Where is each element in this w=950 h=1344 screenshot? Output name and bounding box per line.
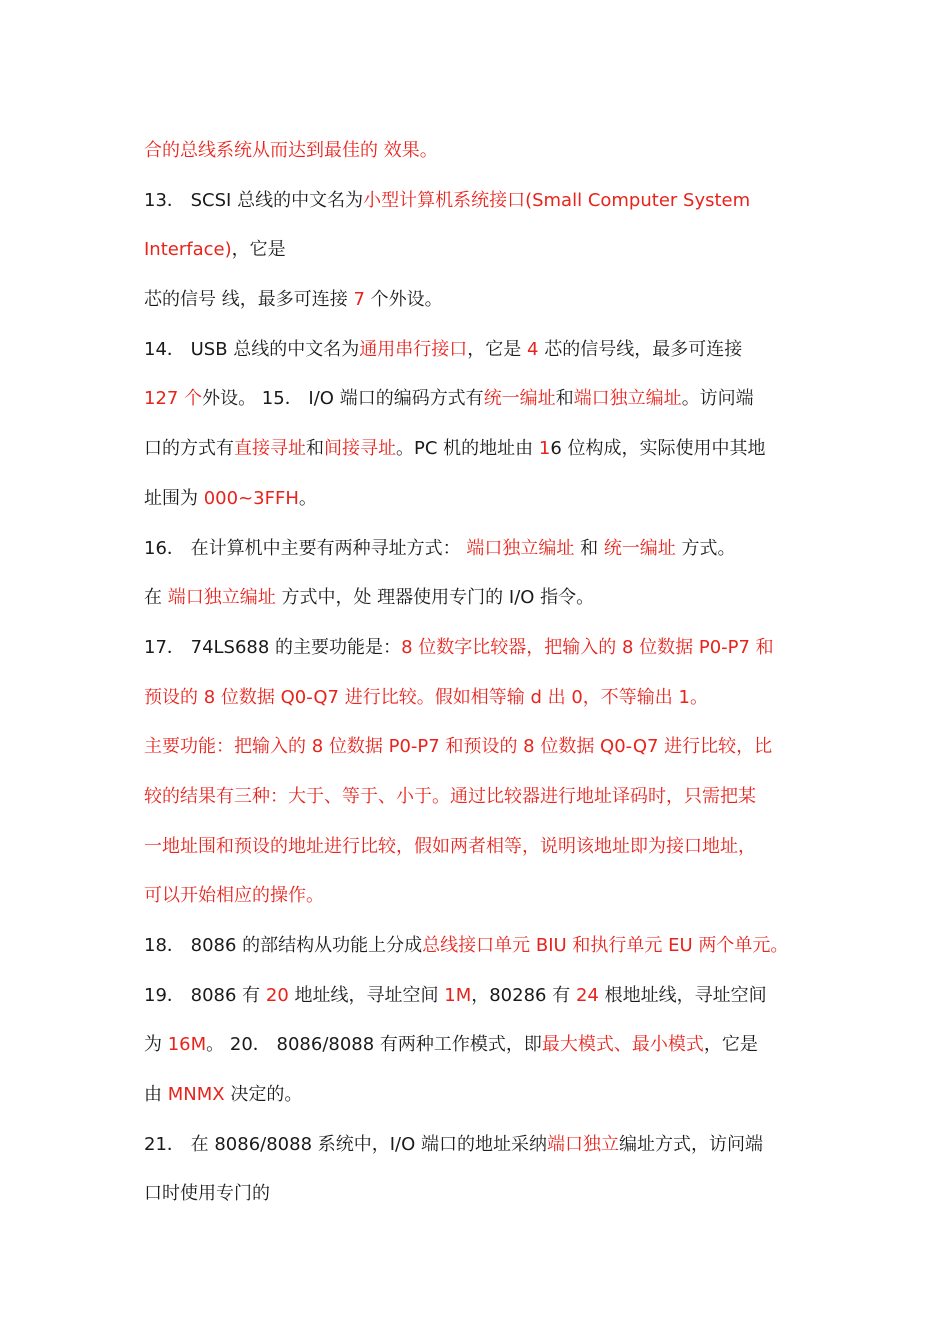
answer-text: 4 xyxy=(527,338,539,360)
question-text: 6 位构成，实际使用中其地 xyxy=(550,438,766,460)
answer-text: 127 个 xyxy=(144,388,203,410)
text-line xyxy=(144,474,810,524)
text-line xyxy=(144,524,810,574)
question-text: 19． 8086 有 xyxy=(144,984,266,1006)
question-text: 。 20． 8086/8088 有两种工作模式，即 xyxy=(206,1034,542,1056)
text-line xyxy=(144,673,810,723)
question-text: 方式。 xyxy=(675,537,736,559)
question-text: 14． USB 总线的中文名为 xyxy=(144,338,360,360)
answer-text: 统一编址 xyxy=(483,388,556,410)
question-text: 决定的。 xyxy=(224,1084,303,1106)
answer-text: 小型计算机系统接口(Small Computer System xyxy=(363,189,751,211)
question-text: 和 xyxy=(306,438,324,460)
text-line xyxy=(144,871,810,921)
text-line xyxy=(144,225,810,275)
question-text: ，它是 xyxy=(703,1034,758,1056)
answer-text: 端口独立 xyxy=(547,1133,620,1155)
question-text: 18． 8086 的部结构从功能上分成 xyxy=(144,935,423,956)
answer-text: 8 位数字比较器，把输入的 8 位数据 P0-P7 和 xyxy=(401,636,774,658)
question-text: 地址线，寻址空间 xyxy=(288,984,445,1006)
question-text: 。访问端 xyxy=(681,388,754,410)
answer-text: 总线接口单元 BIU 和执行单元 EU 两个单元。 xyxy=(422,935,789,956)
text-line xyxy=(144,921,810,971)
answer-text: 20 xyxy=(265,984,289,1006)
answer-text: 端口独立编址 xyxy=(573,388,682,410)
text-line xyxy=(144,722,810,772)
answer-text: 合的总线系统从而达到最佳的 效果。 xyxy=(144,140,438,161)
answer-text: 24 xyxy=(575,984,599,1006)
text-line xyxy=(144,822,810,872)
text-line xyxy=(144,573,810,623)
question-text: 16． 在计算机中主要有两种寻址方式： xyxy=(144,537,467,559)
answer-text: 16M xyxy=(167,1034,207,1056)
answer-text: 主要功能：把输入的 8 位数据 P0-P7 和预设的 8 位数据 Q0-Q7 进行比较，比 xyxy=(144,736,773,758)
answer-text: 间接寻址 xyxy=(324,438,396,460)
text-line xyxy=(144,1120,810,1170)
question-text: 为 xyxy=(144,1034,168,1056)
question-text: 口的方式有 xyxy=(144,438,234,460)
question-text: ，它是 xyxy=(467,338,528,360)
question-text: 外设。 15． I/O 端口的编码方式有 xyxy=(202,388,484,410)
question-text: 个外设。 xyxy=(364,289,443,311)
answer-text: 通用串行接口 xyxy=(359,338,468,360)
answer-text: 一地址围和预设的地址进行比较，假如两者相等，说明该地址即为接口地址， xyxy=(144,835,756,857)
question-text: 口时使用专门的 xyxy=(144,1183,270,1205)
question-text: 根地址线，寻址空间 xyxy=(598,984,767,1006)
text-line xyxy=(144,971,810,1021)
question-text: 编址方式，访问端 xyxy=(619,1133,764,1155)
answer-text: MNMX xyxy=(167,1084,225,1106)
text-line xyxy=(144,374,810,424)
answer-text: 直接寻址 xyxy=(234,438,306,460)
question-text: 13． SCSI 总线的中文名为 xyxy=(144,189,364,211)
question-text: 由 xyxy=(144,1084,168,1106)
question-text: 芯的信号 线，最多可连接 xyxy=(144,289,354,311)
answer-text: 较的结果有三种：大于、等于、小于。通过比较器进行地址译码时，只需把某 xyxy=(144,785,756,807)
text-line xyxy=(144,1070,810,1120)
answer-text: Interface) xyxy=(144,239,232,261)
text-line xyxy=(144,772,810,822)
answer-text: 可以开始相应的操作。 xyxy=(144,885,324,907)
text-line xyxy=(144,325,810,375)
answer-text: 1 xyxy=(538,438,551,460)
text-line xyxy=(144,176,810,226)
question-text: 。PC 机的地址由 xyxy=(396,438,539,460)
question-text: 芯的信号线，最多可连接 xyxy=(538,338,743,360)
question-text: 和 xyxy=(555,388,574,410)
answer-text: 最大模式、最小模式 xyxy=(541,1034,704,1056)
answer-text: 端口独立编址 xyxy=(466,537,575,559)
question-text: 在 xyxy=(144,587,168,609)
question-text: 方式中，处 理器使用专门的 I/O 指令。 xyxy=(275,587,595,609)
text-line xyxy=(144,126,810,176)
document-body xyxy=(144,126,810,1219)
answer-text: 统一编址 xyxy=(603,537,676,559)
text-line xyxy=(144,275,810,325)
text-line xyxy=(144,1020,810,1070)
answer-text: 端口独立编址 xyxy=(167,587,276,609)
text-line xyxy=(144,424,810,474)
question-text: 21． 在 8086/8088 系统中，I/O 端口的地址采纳 xyxy=(144,1133,548,1155)
question-text: 。 xyxy=(298,487,317,509)
question-text: ，它是 xyxy=(231,239,286,261)
answer-text: 7 xyxy=(353,289,365,311)
question-text: 17． 74LS688 的主要功能是： xyxy=(144,636,402,658)
question-text: 址围为 xyxy=(144,487,204,509)
answer-text: 1M xyxy=(444,984,472,1006)
question-text: 和 xyxy=(574,537,604,559)
answer-text: 预设的 8 位数据 Q0-Q7 进行比较。假如相等输 d 出 0，不等输出 1。 xyxy=(144,686,708,708)
answer-text: 000~3FFH xyxy=(203,487,299,509)
text-line xyxy=(144,1169,810,1219)
question-text: ，80286 有 xyxy=(471,984,576,1006)
text-line xyxy=(144,623,810,673)
